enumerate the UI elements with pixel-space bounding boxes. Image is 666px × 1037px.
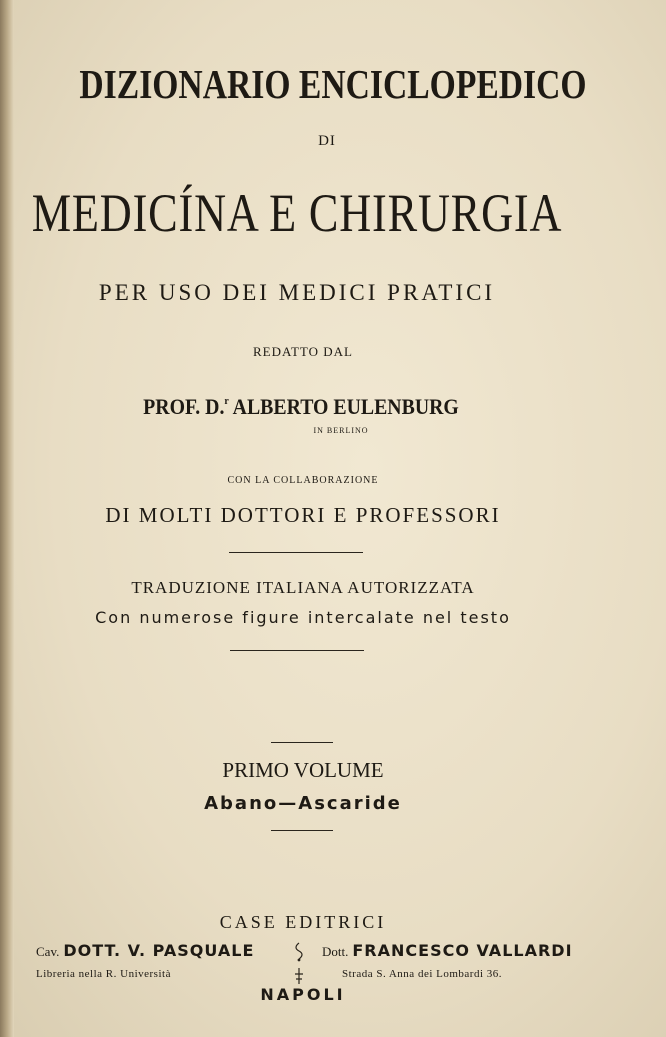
divider-rule xyxy=(271,830,333,831)
volume-range xyxy=(0,795,636,813)
translation-line: TRADUZIONE ITALIANA AUTORIZZATA xyxy=(131,578,475,597)
publisher-left-address: Libreria nella R. Università xyxy=(36,968,171,980)
collaborators-line: DI MOLTI DOTTORI E PROFESSORI xyxy=(105,503,501,527)
publisher-left xyxy=(36,943,254,960)
publisher-left-prefix: Cav. xyxy=(36,944,60,959)
author-line xyxy=(1,396,600,418)
author-name: ALBERTO EULENBURG xyxy=(232,394,459,419)
range-end: Ascaride xyxy=(298,793,402,814)
author-sup: r xyxy=(224,395,229,407)
publication-city: NAPOLI xyxy=(260,985,346,1004)
range-start: Abano xyxy=(204,793,279,814)
divider-rule xyxy=(271,742,333,743)
divider-rule xyxy=(230,650,364,651)
publishers-heading: CASE EDITRICI xyxy=(219,912,387,932)
edited-by-label: REDATTO DAL xyxy=(253,344,353,359)
printer-ornament-icon xyxy=(292,942,306,962)
figures-note: Con numerose figure intercalate nel testo xyxy=(95,608,511,627)
collaboration-intro: CON LA COLLABORAZIONE xyxy=(227,475,379,486)
divider-rule xyxy=(229,552,363,553)
range-dash: — xyxy=(278,793,299,814)
title-connector: DI xyxy=(318,133,336,149)
author-location xyxy=(0,427,644,435)
publisher-right-prefix: Dott. xyxy=(322,944,349,959)
audience-line: PER USO DEI MEDICI PRATICI xyxy=(98,280,496,305)
author-location-text: IN BERLINO xyxy=(313,426,369,435)
subject-title: MEDICÍNA E CHIRURGIA xyxy=(31,183,563,243)
volume-label: PRIMO VOLUME xyxy=(222,758,384,782)
publisher-left-name: DOTT. V. PASQUALE xyxy=(63,941,255,960)
publisher-right-address: Strada S. Anna dei Lombardi 36. xyxy=(342,968,503,980)
publisher-right-name: FRANCESCO VALLARDI xyxy=(352,941,573,960)
main-title: DIZIONARIO ENCICLOPEDICO xyxy=(79,61,587,107)
publisher-right xyxy=(322,943,573,960)
printer-ornament-lower-icon xyxy=(292,966,306,986)
author-prefix: PROF. D. xyxy=(143,394,225,419)
